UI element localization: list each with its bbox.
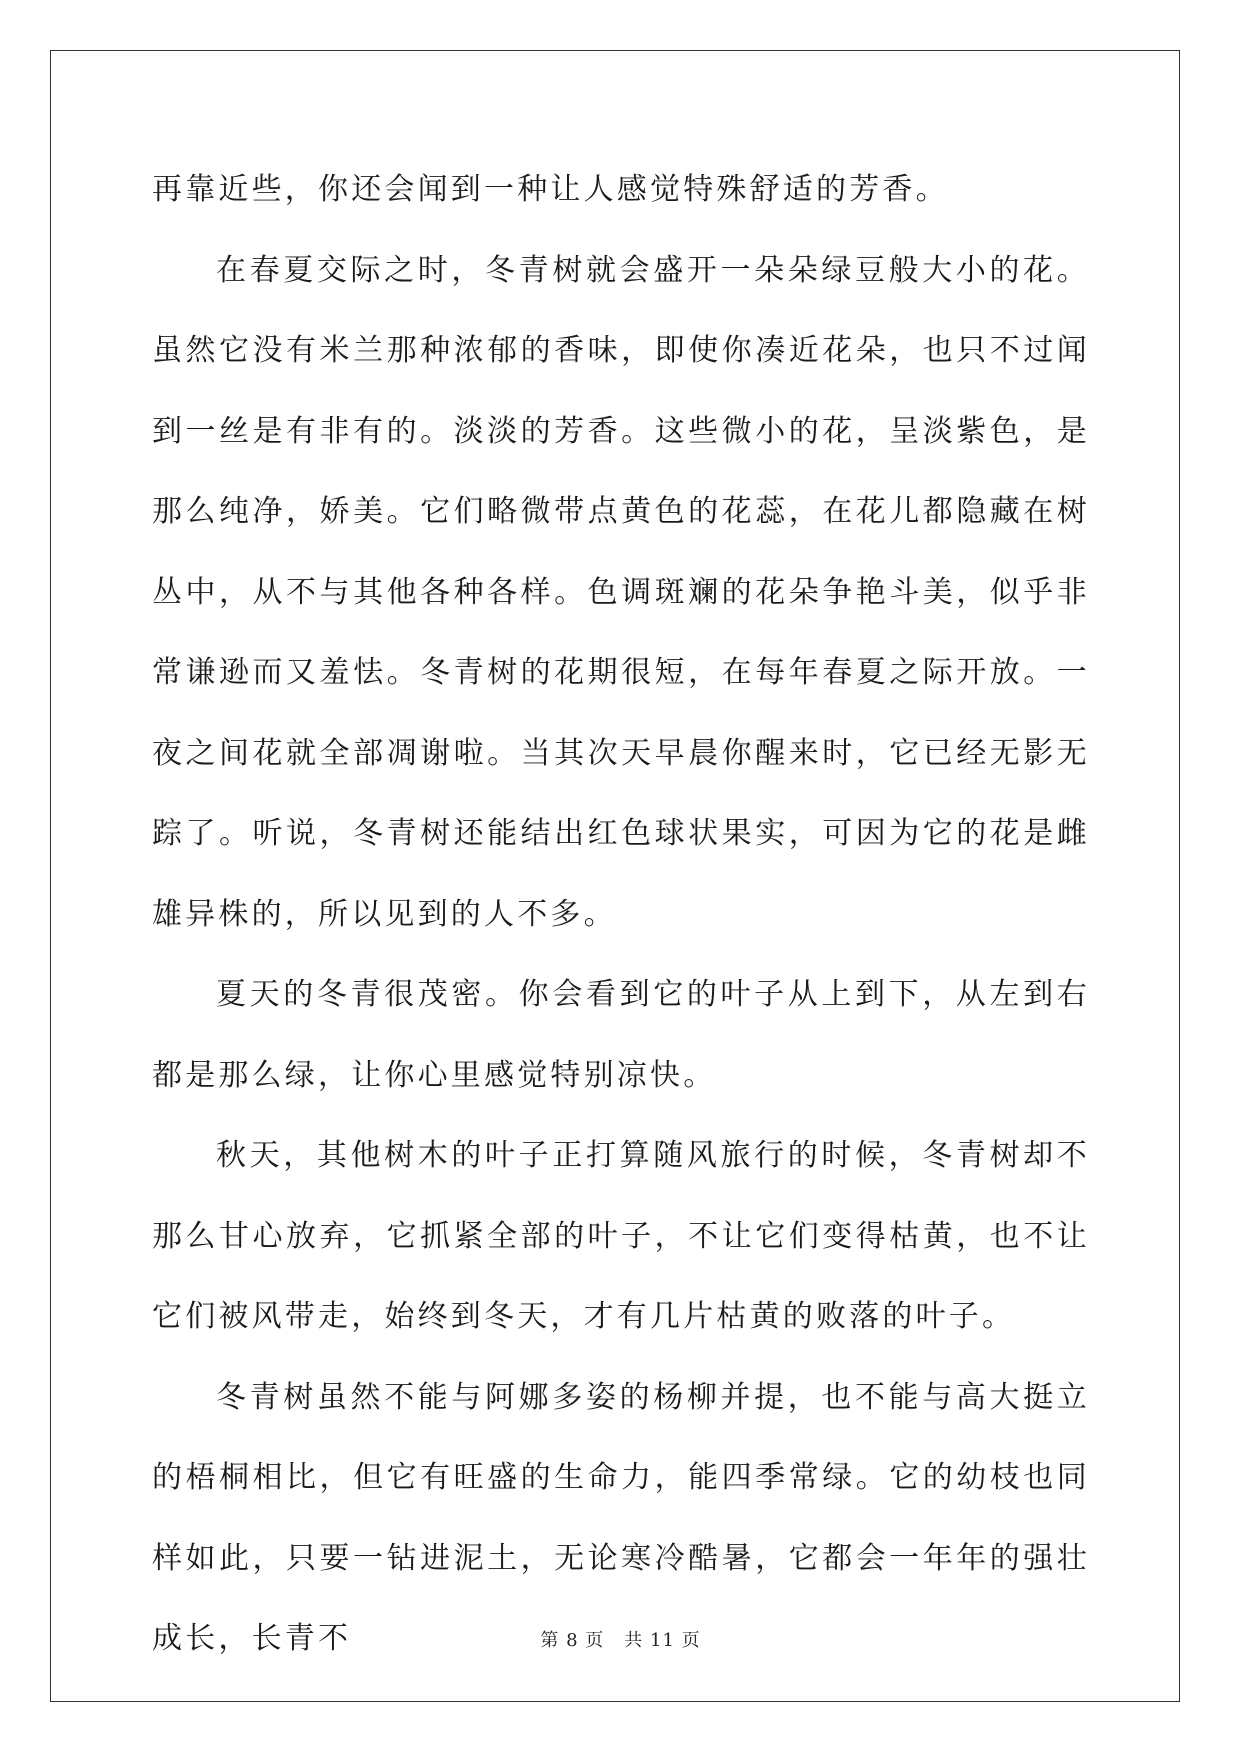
paragraph: 夏天的冬青很茂密。你会看到它的叶子从上到下，从左到右都是那么绿，让你心里感觉特别凉快。 — [152, 977, 1090, 1093]
paragraph: 在春夏交际之时，冬青树就会盛开一朵朵绿豆般大小的花。虽然它没有米兰那种浓郁的香味，即使你凑近花朵，也只不过闻到一丝是有非有的。淡淡的芳香。这些微小的花，呈淡紫色，是那么纯净，娇美。它们略微带点黄色的花蕊，在花儿都隐藏在树丛中，从不与其他各种各样。色调斑斓的花朵争艳斗美，似乎非常谦逊而又羞怯。冬青树的花期很短，在每年春夏之际开放。一夜之间花就全部凋谢啦。当其次天早晨你醒来时，它已经无影无踪了。听说，冬青树还能结出红色球状果实，可因为它的花是雌雄异株的，所以见到的人不多。 — [152, 252, 1090, 932]
paragraph: 秋天，其他树木的叶子正打算随风旅行的时候，冬青树却不那么甘心放弃，它抓紧全部的叶子，不让它们变得枯黄，也不让它们被风带走，始终到冬天，才有几片枯黄的败落的叶子。 — [152, 1138, 1090, 1334]
page-total: 共 11 页 — [624, 1630, 701, 1651]
page-footer — [0, 1629, 1241, 1653]
document-body — [152, 150, 1090, 1680]
paragraph: 冬青树虽然不能与阿娜多姿的杨柳并提，也不能与高大挺立的梧桐相比，但它有旺盛的生命力，能四季常绿。它的幼枝也同样如此，只要一钻进泥土，无论寒冷酷暑，它都会一年年的强壮成长，长青不 — [152, 1379, 1090, 1656]
page-number: 第 8 页 — [540, 1630, 605, 1651]
paragraph: 再靠近些，你还会闻到一种让人感觉特殊舒适的芳香。 — [152, 172, 949, 207]
